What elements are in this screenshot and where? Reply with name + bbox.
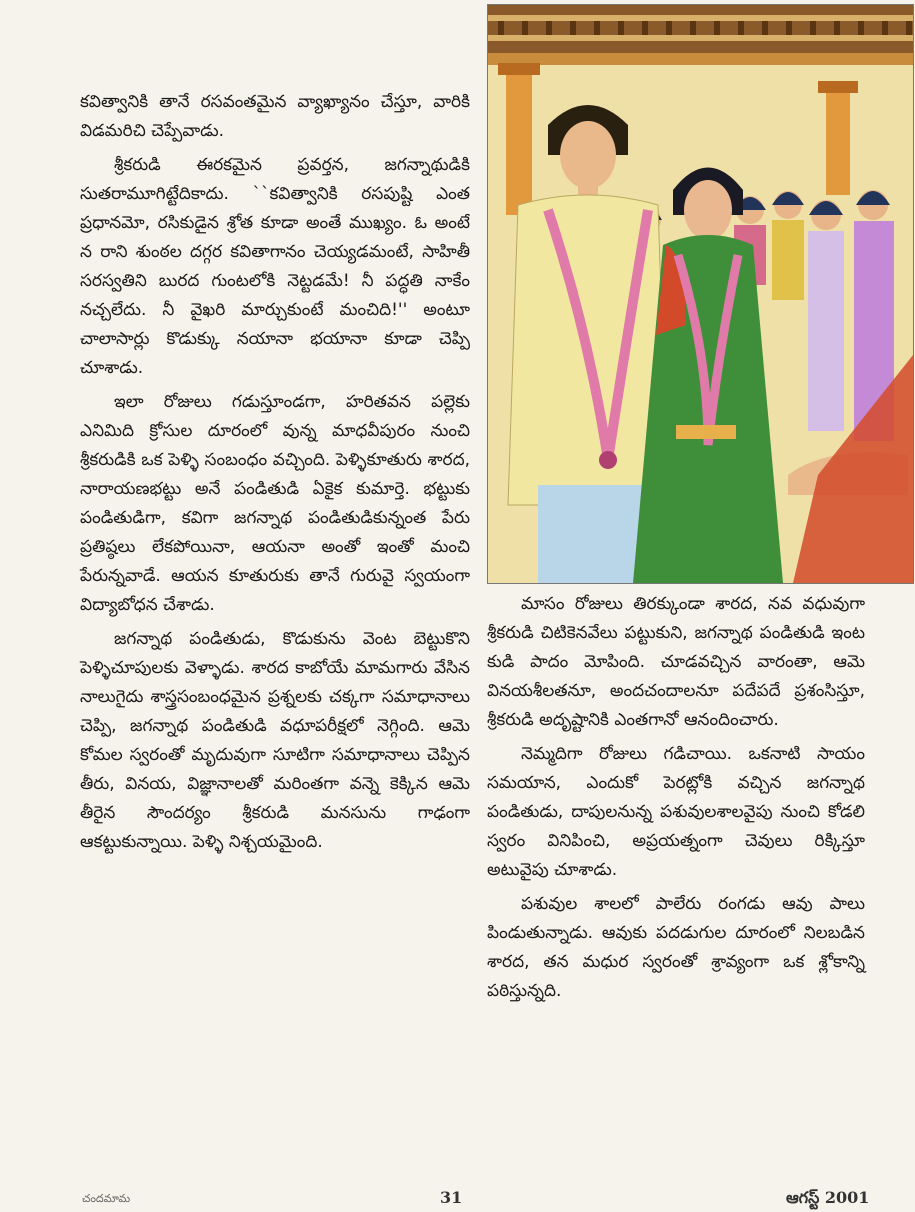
paragraph: శ్రీకరుడి ఈరకమైన ప్రవర్తన, జగన్నాథుడికి సుతరామూగిట్టేదికాదు. ``కవిత్వానికి రసపుష్టి ఎంత ప్రధానమో, రసికుడైన శ్రోత కూడా అంతే ముఖ్యం. ఓ అంటే న రాని శుంఠల దగ్గర కవితాగానం చెయ్యడమంటే, సాహితీ సరస్వతిని బురద గుంటలోకి నెట్టడమే! నీ పద్ధతి నాకేం నచ్చలేదు. నీ వైఖరి మార్చుకుంటే మంచిది!'' అంటూ చాలాసార్లు కొడుక్కు నయానా భయానా కూడా చెప్పి చూశాడు.	[80, 155, 470, 378]
right-column	[487, 590, 865, 1011]
paragraph: కవిత్వానికి తానే రసవంతమైన వ్యాఖ్యానం చేస్తూ, వారికి విడమరిచి చెప్పేవాడు.	[80, 92, 470, 141]
paragraph: జగన్నాథ పండితుడు, కొడుకును వెంట బెట్టుకొని పెళ్ళిచూపులకు వెళ్ళాడు. శారద కాబోయే మామగారు వేసిన నాలుగైదు శాస్త్రసంబంధమైన ప్రశ్నలకు చక్కగా సమాధానాలు చెప్పి, జగన్నాథ పండితుడి వధూపరీక్షలో నెగ్గింది. ఆమె కోమల స్వరంతో మృదువుగా సూటిగా సమాధానాలు చెప్పిన తీరు, వినయ, విజ్ఞానాలతో మరింతగా వన్నె కెక్కిన ఆమె తీరైన సౌందర్యం శ్రీకరుడి మనసును గాఢంగా ఆకట్టుకున్నాయి. పెళ్ళి నిశ్చయమైంది.	[80, 629, 470, 852]
paragraph: ఇలా రోజులు గడుస్తూండగా, హరితవన పల్లెకు ఎనిమిది క్రోసుల దూరంలో వున్న మాధవీపురం నుంచి శ్రీకరుడికి ఒక పెళ్ళి సంబంధం వచ్చింది. పెళ్ళికూతురు శారద, నారాయణభట్టు అనే పండితుడి ఏకైక కుమార్తె. భట్టుకు పండితుడిగా, కవిగా జగన్నాథ పండితుడికున్నంత పేరు ప్రతిష్ఠలు లేకపోయినా, ఆయనా అంతో ఇంతో మంచి పేరున్నవాడే. ఆయన కూతురుకు తానే గురువై స్వయంగా విద్యాబోధన చేశాడు.	[80, 392, 470, 615]
left-column	[80, 88, 470, 862]
paragraph: నెమ్మదిగా రోజులు గడిచాయి. ఒకనాటి సాయం సమయాన, ఎందుకో పెరట్లోకి వచ్చిన జగన్నాథ పండితుడు, దాపులనున్న పశువులశాలవైపు నుంచి కోడలి స్వరం వినిపించి, అప్రయత్నంగా చెవులు రిక్కిస్తూ అటువైపు చూశాడు.	[487, 744, 865, 880]
paragraph: పశువుల శాలలో పాలేరు రంగడు ఆవు పాలు పిండుతున్నాడు. ఆవుకు పదడుగుల దూరంలో నిలబడిన శారద, తన మధుర స్వరంతో శ్రావ్యంగా ఒక శ్లోకాన్ని పఠిస్తున్నది.	[487, 894, 865, 1001]
paragraph: మాసం రోజులు తిరక్కుండా శారద, నవ వధువుగా శ్రీకరుడి చిటికెనవేలు పట్టుకుని, జగన్నాథ పండితుడి ఇంట కుడి పాదం మోపింది. చూడవచ్చిన వారంతా, ఆమె వినయశీలతనూ, అందచందాలనూ పదేపదే ప్రశంసిస్తూ, శ్రీకరుడి అదృష్టానికి ఎంతగానో ఆనందించారు.	[487, 594, 865, 730]
magazine-name: చందమామ	[82, 1192, 131, 1205]
page-footer	[0, 1188, 915, 1212]
page-number: 31	[440, 1188, 463, 1207]
issue-date: ఆగస్ట్ 2001	[786, 1188, 870, 1207]
wedding-illustration	[487, 4, 914, 584]
